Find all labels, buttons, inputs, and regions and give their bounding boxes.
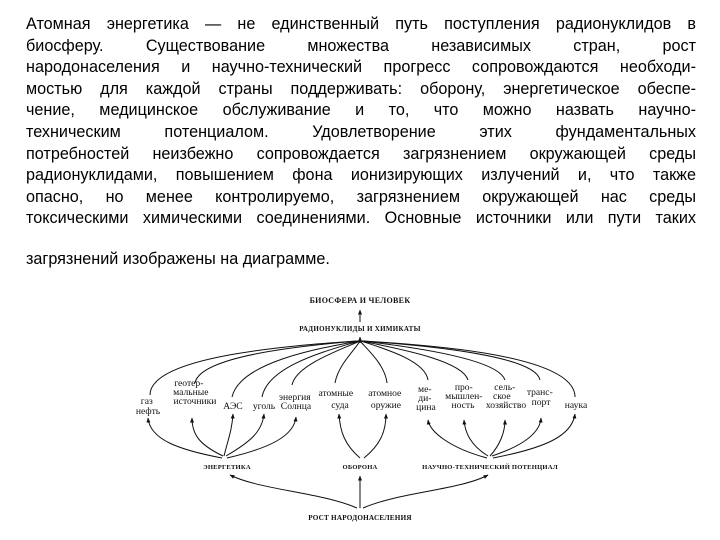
arc-sci-agriculture bbox=[490, 420, 505, 456]
source-medicine: ме- ди- цина bbox=[416, 384, 436, 413]
category-defense: ОБОРОНА bbox=[342, 464, 378, 471]
source-transport: транс- порт bbox=[526, 387, 553, 408]
source-coal: уголь bbox=[252, 401, 276, 412]
arc-defense-ships bbox=[339, 414, 360, 458]
arc-defense-weapons bbox=[364, 414, 386, 458]
paragraph-line: радионуклидами, повышением фона ионизирующих излучений и, что также bbox=[26, 166, 696, 185]
category-energy: ЭНЕРГЕТИКА bbox=[203, 464, 251, 471]
arc-energy-coal bbox=[226, 414, 264, 456]
paragraph-line: опасно, но менее контролируемо, загрязнением окружающей нас среды bbox=[26, 187, 696, 206]
arc-energy-gas bbox=[148, 418, 222, 458]
source-geothermal: геотер- мальные источники bbox=[173, 378, 217, 407]
arc-weapons bbox=[360, 341, 387, 383]
paragraph-line: народонаселения и научно-технический прогресс сопровождаются необходи- bbox=[26, 58, 696, 77]
paragraph-line: потребностей неизбежно сопровождается загрязнением окружающей среды bbox=[26, 144, 696, 163]
arc-energy-geo bbox=[192, 418, 223, 456]
biosphere-label: БИОСФЕРА И ЧЕЛОВЕК bbox=[309, 296, 411, 305]
paragraph-line: мостью для каждой страны поддерживать: оборону, энергетическое обеспе- bbox=[26, 79, 696, 98]
paragraph-line: Атомная энергетика — не единственный путь поступления радионуклидов в bbox=[26, 15, 696, 33]
paragraph-line: чение, медицинское обслуживание и то, что можно назвать научно- bbox=[26, 101, 696, 120]
arc-sci-medicine bbox=[428, 420, 487, 458]
population-growth-label: РОСТ НАРОДОНАСЕЛЕНИЯ bbox=[308, 514, 412, 522]
arc-sci-industry bbox=[464, 420, 488, 456]
radionuclides-label: РАДИОНУКЛИДЫ И ХИМИКАТЫ bbox=[299, 325, 421, 333]
source-warships: атомные суда bbox=[318, 388, 354, 411]
category-science-potential: НАУЧНО-ТЕХНИЧЕСКИЙ ПОТЕНЦИАЛ bbox=[422, 464, 558, 471]
source-industry: про- мышлен- ность bbox=[445, 382, 483, 411]
source-solar: энергия Солнца bbox=[278, 392, 312, 412]
paragraph-line: токсическими химическими соединениями. Основные источники или пути таких bbox=[26, 209, 696, 228]
paragraph-line: биосферу. Существование множества независимых стран, рост bbox=[26, 36, 696, 55]
source-aes: АЭС bbox=[223, 401, 243, 412]
source-gas-oil: газ нефть bbox=[135, 396, 161, 417]
arc-geothermal bbox=[195, 341, 358, 383]
category-arcs bbox=[148, 414, 575, 458]
arc-energy-aes bbox=[224, 414, 233, 456]
source-nuclear-weapons: атомное оружие bbox=[368, 388, 402, 411]
source-labels bbox=[136, 378, 588, 417]
arc-pop-science bbox=[363, 475, 488, 508]
population-arcs bbox=[230, 475, 488, 508]
source-agriculture: сель- ское хозяйство bbox=[485, 382, 527, 411]
arc-medicine bbox=[361, 341, 428, 380]
paragraph-line: техническим потенциалом. Удовлетворение этих фундаментальных bbox=[26, 122, 696, 141]
diagram-intro-line: загрязнений изображены на диаграмме. bbox=[26, 250, 330, 268]
arc-pop-energy bbox=[230, 475, 357, 508]
source-science: наука bbox=[564, 400, 588, 411]
arc-sci-transport bbox=[492, 418, 541, 456]
